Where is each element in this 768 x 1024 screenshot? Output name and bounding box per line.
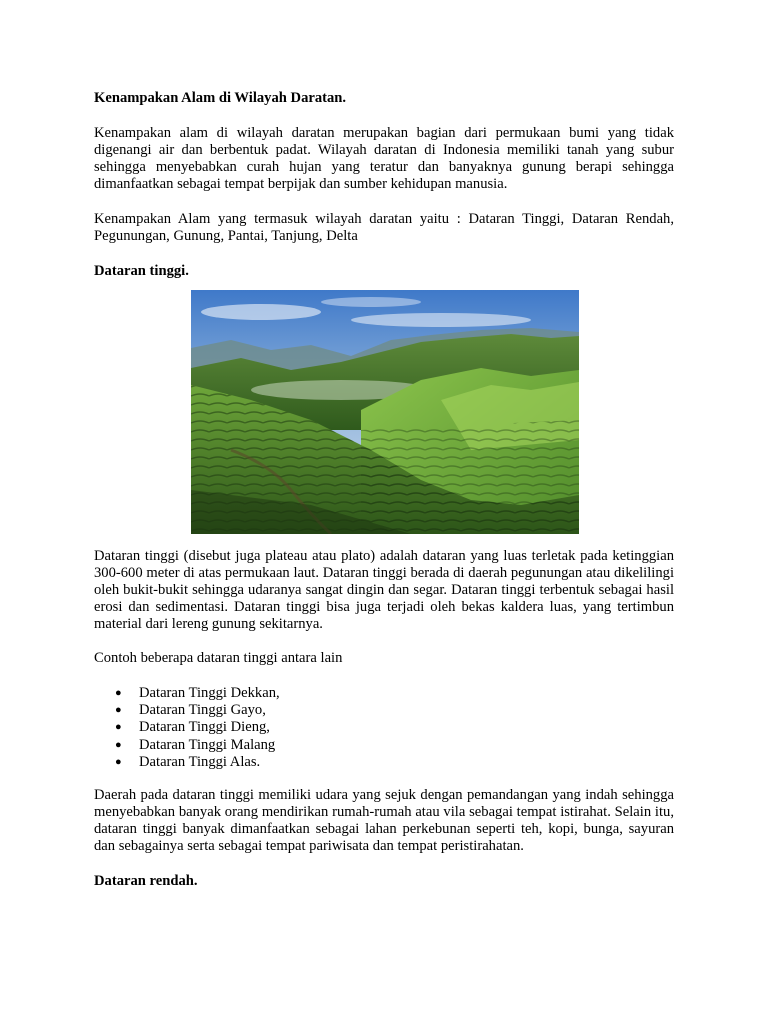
bullet-icon: ● bbox=[115, 721, 122, 734]
tea-plantation-photo bbox=[191, 290, 579, 534]
document-heading: Kenampakan Alam di Wilayah Daratan. bbox=[94, 90, 347, 106]
highland-section-title: Dataran tinggi. bbox=[94, 263, 189, 279]
highland-closing-paragraph: Daerah pada dataran tinggi memiliki udara yang sejuk dengan pemandangan yang indah sehingga menyebabkan banyak orang mendirikan rumah-rumah atau vila sebagai tempat istirahat. Selain itu, dataran tinggi banyak dimanfaatkan sebagai lahan perkebunan seperti teh, kopi, bunga, sayuran dan sebagainya serta sebagai tempat pariwisata dan tempat peristirahatan. bbox=[94, 786, 674, 854]
document-page bbox=[94, 90, 674, 890]
landform-types-paragraph: Kenampakan Alam yang termasuk wilayah daratan yaitu : Dataran Tinggi, Dataran Rendah, Pegunungan, Gunung, Pantai, Tanjung, Delta bbox=[94, 211, 674, 244]
intro-paragraph: Kenampakan alam di wilayah daratan merupakan bagian dari permukaan bumi yang tidak digenangi air dan berbentuk padat. Wilayah daratan di Indonesia memiliki tanah yang subur sehingga menyebabkan curah hujan yang teratur dan banyaknya gunung berapi sehingga dimanfaatkan sebagai tempat berpijak dan sumber kehidupan manusia. bbox=[94, 125, 674, 192]
list-item: ● Dataran Tinggi Dieng, bbox=[115, 719, 270, 736]
highland-description-paragraph: Dataran tinggi (disebut juga plateau atau plato) adalah dataran yang luas terletak pada ketinggian 300-600 meter di atas permukaan laut. Dataran tinggi berada di daerah pegunungan atau dikelilingi oleh bukit-bukit sehingga udaranya sangat dingin dan segar. Dataran tinggi terbentuk sebagai hasil erosi dan sedimentasi. Dataran tinggi bisa juga terjadi oleh bekas kaldera luas, yang tertimbun material dari lereng gunung sekitarnya. bbox=[94, 548, 674, 632]
bullet-icon: ● bbox=[115, 738, 122, 751]
bullet-icon: ● bbox=[115, 704, 122, 717]
bullet-icon: ● bbox=[115, 755, 122, 768]
list-item: ● Dataran Tinggi Dekkan, bbox=[115, 685, 280, 701]
list-item: ● Dataran Tinggi Gayo, bbox=[115, 702, 266, 719]
bullet-icon: ● bbox=[115, 687, 122, 699]
list-item: ● Dataran Tinggi Malang bbox=[115, 736, 276, 753]
highland-examples-intro: Contoh beberapa dataran tinggi antara lain bbox=[94, 650, 343, 666]
lowland-section-title: Dataran rendah. bbox=[94, 872, 198, 889]
highland-examples-list bbox=[94, 685, 674, 771]
list-item: ● Dataran Tinggi Alas. bbox=[115, 753, 261, 770]
